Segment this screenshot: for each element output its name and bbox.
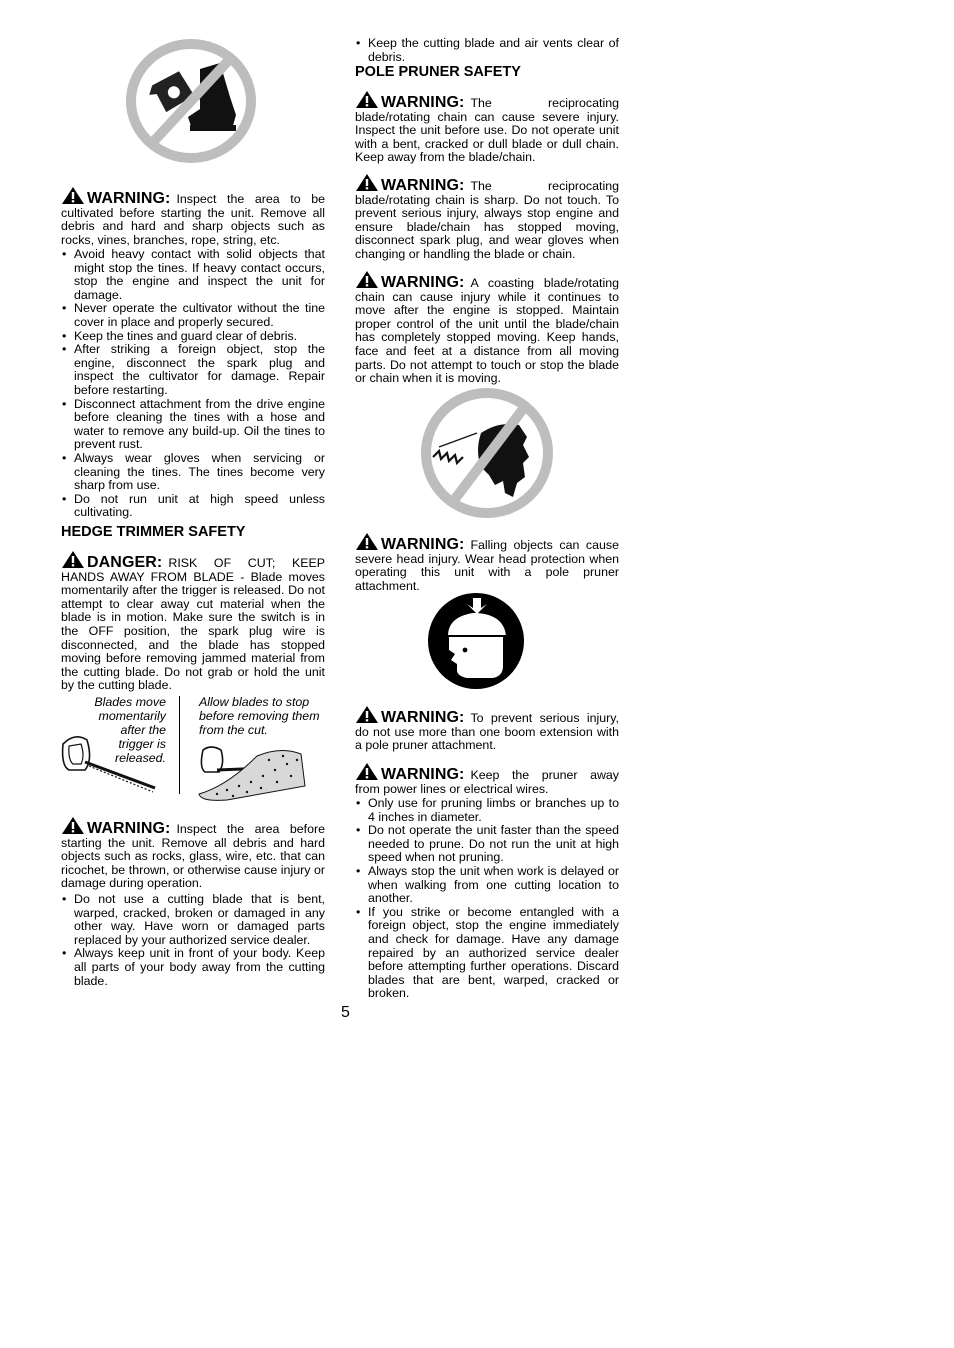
warning-triangle-icon (355, 762, 379, 781)
caption-allow-blades-stop: Allow blades to stop before removing them from the cut. (199, 695, 320, 737)
list-item: • Keep the tines and guard clear of debris. (61, 330, 325, 344)
warning-power-lines (355, 762, 619, 796)
list-item: • Avoid heavy contact with solid objects that might stop the tines. If heavy contact occurs, stop the engine and inspect the unit for damage. (61, 248, 325, 302)
cultivator-bullet-list (61, 248, 325, 520)
warning-triangle-icon (355, 173, 379, 192)
list-item: • After striking a foreign object, stop the engine, disconnect the spark plug and inspect the cultivator for damage. Repair before restarting. (61, 343, 325, 397)
warning-text: To prevent serious injury, do not use more than one boom extension with a pole pruner attachment. (355, 711, 619, 753)
warning-coasting-blade (355, 270, 619, 386)
warning-cultivator-inspect (61, 186, 325, 247)
warning-falling-objects (355, 532, 619, 593)
warning-text: Keep the pruner away from power lines or electrical wires. (355, 768, 619, 796)
warning-label: WARNING: (381, 94, 465, 111)
hedge-bullet-list (61, 893, 325, 988)
warning-triangle-icon (355, 705, 379, 724)
warning-boom-extension (355, 705, 619, 753)
no-foot-near-tines-icon (124, 37, 258, 165)
caption-divider (179, 696, 180, 794)
list-item: • Only use for pruning limbs or branches up to 4 inches in diameter. (355, 797, 619, 824)
warning-label: WARNING: (87, 820, 171, 837)
hedge-trimmer-cutting-illustration (197, 746, 309, 804)
hedge-bullet-continued (355, 37, 619, 64)
warning-triangle-icon (61, 186, 85, 205)
list-item: • Disconnect attachment from the drive engine before cleaning the tines with a hose and water to remove any build-up. Oil the tines to prevent rust. (61, 398, 325, 452)
caption-blades-move: Blades move momentarily after the trigger is released. (94, 695, 166, 765)
warning-text: Falling objects can cause severe head injury. Wear head protection when operating this unit with a pole pruner attachment. (355, 538, 619, 593)
page-number: 5 (341, 1004, 350, 1021)
pole-pruner-bullet-list (355, 797, 619, 1001)
warning-triangle-icon (355, 532, 379, 551)
wear-head-protection-icon (427, 592, 525, 690)
no-hand-near-blade-icon (419, 387, 555, 519)
warning-text: Inspect the area before starting the unit. Remove all debris and hard objects such as rocks, glass, wire, etc. that can ricochet, be thrown, or otherwise cause injury or damage during operation. (61, 822, 325, 891)
list-item: • Do not operate the unit faster than the speed needed to prune. Do not run the unit at high speed when not pruning. (355, 824, 619, 865)
list-item: • Never operate the cultivator without the tine cover in place and properly secured. (61, 302, 325, 329)
warning-label: WARNING: (87, 190, 171, 207)
warning-label: WARNING: (381, 709, 465, 726)
warning-text: A coasting blade/rotating chain can cause injury while it continues to move after the engine is stopped. Maintain proper control of the unit until the blade/chain has completely stopped moving. Keep hands, face and feet at a distance from all moving parts. Do not attempt to touch or stop the blade or chain when it is moving. (355, 276, 619, 386)
warning-label: WARNING: (381, 766, 465, 783)
danger-label: DANGER: (87, 554, 163, 571)
list-item: • Always stop the unit when work is delayed or when walking from one cutting location to another. (355, 865, 619, 906)
warning-text: The reciprocating blade/rotating chain can cause severe injury. Inspect the unit before use. Do not operate unit with a bent, cracked or dull blade or dull chain. Keep away from the blade/chain. (355, 96, 619, 165)
warning-reciprocating-blade (355, 90, 619, 165)
hedge-trimmer-heading: HEDGE TRIMMER SAFETY (61, 524, 246, 540)
list-item: • Do not run unit at high speed unless cultivating. (61, 493, 325, 520)
list-item: • If you strike or become entangled with a foreign object, stop the engine immediately and check for damage. Have any damage repaired by an authorized service dealer before attempting further operations. Discard blades that are bent, warped, cracked or broken. (355, 906, 619, 1001)
warning-label: WARNING: (381, 536, 465, 553)
pole-pruner-heading: POLE PRUNER SAFETY (355, 64, 521, 80)
warning-triangle-icon (61, 550, 85, 569)
danger-text: RISK OF CUT; KEEP HANDS AWAY FROM BLADE - Blade moves momentarily after the trigger is released. Do not attempt to clear away cut material when the blade is in motion. Make sure the switch is in the OFF position, the spark plug wire is disconnected, and the blade has stopped moving before removing jammed material from the cutting blade. Do not grab or hold the unit by the cutting blade. (61, 556, 325, 693)
warning-blade-sharp (355, 173, 619, 262)
warning-triangle-icon (355, 270, 379, 289)
warning-label: WARNING: (381, 177, 465, 194)
hedge-trimmer-illustration (59, 730, 159, 796)
warning-triangle-icon (61, 816, 85, 835)
list-item: • Always keep unit in front of your body. Keep all parts of your body away from the cutting blade. (61, 947, 325, 988)
list-item: • Do not use a cutting blade that is bent, warped, cracked, broken or damaged in any other way. Have worn or damaged parts replaced by your authorized service dealer. (61, 893, 325, 947)
warning-label: WARNING: (381, 274, 465, 291)
danger-hedge-blade (61, 550, 325, 693)
warning-text: The reciprocating blade/rotating chain is sharp. Do not touch. To prevent serious injury, always stop engine and ensure blade/chain has stopped moving, disconnect spark plug, and wear gloves when changing or handling the blade or chain. (355, 179, 619, 261)
list-item: • Always wear gloves when servicing or cleaning the tines. The tines become very sharp from use. (61, 452, 325, 493)
warning-text: Inspect the area to be cultivated before starting the unit. Remove all debris and hard and sharp objects such as rocks, vines, branches, rope, string, etc. (61, 192, 325, 247)
list-item: • Keep the cutting blade and air vents clear of debris. (355, 37, 619, 64)
warning-hedge-inspect (61, 816, 325, 891)
warning-triangle-icon (355, 90, 379, 109)
